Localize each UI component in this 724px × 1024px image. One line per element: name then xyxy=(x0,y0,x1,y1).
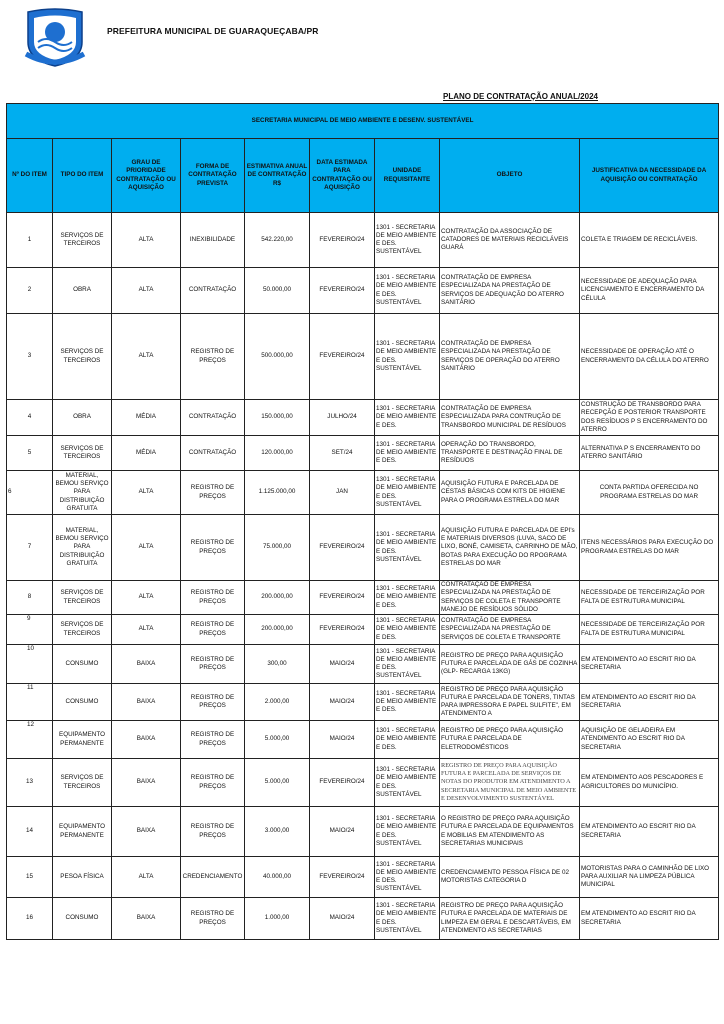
item-date: MAIO/24 xyxy=(310,645,375,684)
item-requesting-unit: 1301 - SECRETARIA DE MEIO AMBIENTE E DES. SUSTENTÁVEL xyxy=(375,471,440,515)
item-priority: ALTA xyxy=(112,314,181,400)
item-justification: NECESSIDADE DE OPERAÇÃO ATÉ O ENCERRAMENTO DA CÉLULA DO ATERRO xyxy=(580,314,719,400)
item-number: 8 xyxy=(7,581,53,615)
item-justification: ITENS NECESSÁRIOS PARA EXECUÇÃO DO PROGRAMA ESTRELAS DO MAR xyxy=(580,515,719,581)
item-date: MAIO/24 xyxy=(310,721,375,759)
item-justification: EM ATENDIMENTO AO ESCRIT RIO DA SECRETARIA xyxy=(580,684,719,721)
plan-title: PLANO DE CONTRATAÇÃO ANUAL/2024 xyxy=(443,92,598,101)
table-row xyxy=(7,268,719,314)
item-type: SERVIÇOS DE TERCEIROS xyxy=(53,581,112,615)
item-procurement-form: CREDENCIAMENTO xyxy=(181,857,245,898)
item-requesting-unit: 1301 - SECRETARIA DE MEIO AMBIENTE E DES. xyxy=(375,721,440,759)
item-estimate: 2.000,00 xyxy=(245,684,310,721)
item-type: SERVIÇOS DE TERCEIROS xyxy=(53,314,112,400)
item-number: 2 xyxy=(7,268,53,314)
item-object: CONTRATAÇÃO DE EMPRESA ESPECIALIZADA NA PRESTAÇÃO DE SERVIÇOS DE OPERAÇÃO DO ATERRO SANITÁRIO xyxy=(440,314,580,400)
item-requesting-unit: 1301 - SECRETARIA DE MEIO AMBIENTE E DES. SUSTENTÁVEL xyxy=(375,213,440,268)
item-requesting-unit: 1301 - SECRETARIA DE MEIO AMBIENTE E DES. SUSTENTÁVEL xyxy=(375,898,440,940)
table-row xyxy=(7,645,719,684)
item-object: REGISTRO DE PREÇO PARA AQUISIÇÃO FUTURA E PARCELADA DE SERVIÇOS DE NOTAS DO PRODUTOR EM ATENDIMENTO A SECRETARIA MUNICIPAL DE MEIO AMBIENTE E DESENVOLVIMENTO SUSTENTÁVEL xyxy=(440,759,580,807)
item-type: OBRA xyxy=(53,400,112,436)
table-row xyxy=(7,436,719,471)
item-number: 15 xyxy=(7,857,53,898)
municipal-crest-logo xyxy=(20,8,90,68)
item-type: EQUIPAMENTO PERMANENTE xyxy=(53,721,112,759)
item-object: REGISTRO DE PREÇO PARA AQUISIÇÃO FUTURA E PARCELADA DE TONERS, TINTAS PARA IMPRESSORA E PAPEL SULFITE", EM ATENDIMENTO A xyxy=(440,684,580,721)
item-number: 1 xyxy=(7,213,53,268)
item-number: 11 xyxy=(7,684,53,721)
item-priority: MÉDIA xyxy=(112,400,181,436)
item-object: OPERAÇÃO DO TRANSBORDO, TRANSPORTE E DESTINAÇÃO FINAL DE RESÍDUOS xyxy=(440,436,580,471)
item-procurement-form: REGISTRO DE PREÇOS xyxy=(181,645,245,684)
item-type: MATERIAL, BEMOU SERVIÇO PARA DISTRIBUIÇÃO GRATUITA xyxy=(53,515,112,581)
column-header: TIPO DO ITEM xyxy=(53,139,112,213)
table-row xyxy=(7,898,719,940)
item-requesting-unit: 1301 - SECRETARIA DE MEIO AMBIENTE E DES. xyxy=(375,615,440,645)
item-priority: ALTA xyxy=(112,268,181,314)
item-justification: EM ATENDIMENTO AO ESCRIT RIO DA SECRETARIA xyxy=(580,807,719,857)
item-estimate: 1.000,00 xyxy=(245,898,310,940)
column-header-row xyxy=(7,139,719,213)
item-date: FEVEREIRO/24 xyxy=(310,213,375,268)
item-date: JULHO/24 xyxy=(310,400,375,436)
item-type: EQUIPAMENTO PERMANENTE xyxy=(53,807,112,857)
item-estimate: 200.000,00 xyxy=(245,581,310,615)
item-number: 3 xyxy=(7,314,53,400)
item-object: AQUISIÇÃO FUTURA E PARCELADA DE CESTAS BÁSICAS COM KITS DE HIGIENE PARA O PROGRAMA ESTRELA DO MAR xyxy=(440,471,580,515)
item-type: SERVIÇOS DE TERCEIROS xyxy=(53,615,112,645)
item-requesting-unit: 1301 - SECRETARIA DE MEIO AMBIENTE E DES. xyxy=(375,436,440,471)
table-row xyxy=(7,471,719,515)
item-estimate: 5.000,00 xyxy=(245,721,310,759)
item-date: MAIO/24 xyxy=(310,898,375,940)
item-type: OBRA xyxy=(53,268,112,314)
item-requesting-unit: 1301 - SECRETARIA DE MEIO AMBIENTE E DES. xyxy=(375,581,440,615)
procurement-plan-table xyxy=(6,103,719,940)
item-number: 14 xyxy=(7,807,53,857)
item-object: CREDENCIAMENTO PESSOA FÍSICA DE 02 MOTORISTAS CATEGORIA D xyxy=(440,857,580,898)
item-estimate: 200.000,00 xyxy=(245,615,310,645)
table-row xyxy=(7,807,719,857)
item-requesting-unit: 1301 - SECRETARIA DE MEIO AMBIENTE E DES. xyxy=(375,400,440,436)
item-object: CONTRATAÇÃO DA ASSOCIAÇÃO DE CATADORES DE MATERIAIS RECICLÁVEIS GUARÁ xyxy=(440,213,580,268)
item-procurement-form: REGISTRO DE PREÇOS xyxy=(181,581,245,615)
item-requesting-unit: 1301 - SECRETARIA DE MEIO AMBIENTE E DES. SUSTENTÁVEL xyxy=(375,807,440,857)
item-number: 7 xyxy=(7,515,53,581)
item-date: JAN xyxy=(310,471,375,515)
item-estimate: 150.000,00 xyxy=(245,400,310,436)
item-object: CONTRATAÇÃO DE EMPRESA ESPECIALIZADA NA PRESTAÇÃO DE SERVIÇOS DE ADEQUAÇÃO DO ATERRO SANITÁRIO xyxy=(440,268,580,314)
column-header: UNIDADE REQUISITANTE xyxy=(375,139,440,213)
item-priority: ALTA xyxy=(112,213,181,268)
column-header: DATA ESTIMADA PARA CONTRATAÇÃO OU AQUISIÇÃO xyxy=(310,139,375,213)
item-priority: ALTA xyxy=(112,615,181,645)
item-number: 12 xyxy=(7,721,53,759)
item-procurement-form: CONTRATAÇÃO xyxy=(181,436,245,471)
table-row xyxy=(7,314,719,400)
item-estimate: 120.000,00 xyxy=(245,436,310,471)
item-type: CONSUMO xyxy=(53,645,112,684)
item-date: FEVEREIRO/24 xyxy=(310,515,375,581)
item-estimate: 40.000,00 xyxy=(245,857,310,898)
column-header: OBJETO xyxy=(440,139,580,213)
item-estimate: 542.220,00 xyxy=(245,213,310,268)
item-number: 6 xyxy=(7,471,53,515)
item-date: MAIO/24 xyxy=(310,684,375,721)
item-number: 16 xyxy=(7,898,53,940)
item-priority: BAIXA xyxy=(112,721,181,759)
item-justification: CONSTRUÇÃO DE TRANSBORDO PARA RECEPÇÃO E POSTERIOR TRANSPORTE DOS RESÍDUOS P S ENCERRAMENTO DO ATERRO xyxy=(580,400,719,436)
item-object: O REGISTRO DE PREÇO PARA AQUISIÇÃO FUTURA E PARCELADA DE EQUIPAMENTOS E MOBILIAS EM ATENDIMENTO AS SECRETARIAS MUNICIPAIS xyxy=(440,807,580,857)
item-type: SERVIÇOS DE TERCEIROS xyxy=(53,436,112,471)
item-priority: BAIXA xyxy=(112,807,181,857)
item-number: 5 xyxy=(7,436,53,471)
item-type: SERVIÇOS DE TERCEIROS xyxy=(53,759,112,807)
item-justification: AQUISIÇÃO DE GELADEIRA EM ATENDIMENTO AO ESCRIT RIO DA SECRETARIA xyxy=(580,721,719,759)
table-row xyxy=(7,759,719,807)
item-estimate: 500.000,00 xyxy=(245,314,310,400)
item-justification: COLETA E TRIAGEM DE RECICLÁVEIS. xyxy=(580,213,719,268)
item-procurement-form: REGISTRO DE PREÇOS xyxy=(181,898,245,940)
item-date: SET/24 xyxy=(310,436,375,471)
item-date: FEVEREIRO/24 xyxy=(310,615,375,645)
item-estimate: 3.000,00 xyxy=(245,807,310,857)
item-object: CONTRATAÇÃO DE EMPRESA ESPECIALIZADA PARA CONTRUÇÃO DE TRANSBORDO MUNICIPAL DE RESÍDUOS xyxy=(440,400,580,436)
item-requesting-unit: 1301 - SECRETARIA DE MEIO AMBIENTE E DES. SUSTENTÁVEL xyxy=(375,314,440,400)
item-procurement-form: INEXIBILIDADE xyxy=(181,213,245,268)
crest-icon xyxy=(20,8,90,68)
item-priority: ALTA xyxy=(112,857,181,898)
item-type: CONSUMO xyxy=(53,898,112,940)
table-row xyxy=(7,515,719,581)
item-type: CONSUMO xyxy=(53,684,112,721)
item-estimate: 75.000,00 xyxy=(245,515,310,581)
item-priority: ALTA xyxy=(112,581,181,615)
item-number: 13 xyxy=(7,759,53,807)
table-row xyxy=(7,615,719,645)
table-row xyxy=(7,581,719,615)
item-justification: ALTERNATIVA P S ENCERRAMENTO DO ATERRO SANITÁRIO xyxy=(580,436,719,471)
item-date: MAIO/24 xyxy=(310,807,375,857)
item-object: AQUISIÇÃO FUTURA E PARCELADA DE EPI's E MATERIAIS DIVERSOS (LUVA, SACO DE LIXO, BONÉ, CAMISETA, CARRINHO DE MÃO, BOTAS PARA EXECUÇÃO DO RPOGRAMA ESTRELAS DO MAR xyxy=(440,515,580,581)
item-procurement-form: CONTRATAÇÃO xyxy=(181,268,245,314)
item-procurement-form: REGISTRO DE PREÇOS xyxy=(181,721,245,759)
item-object: CONTRATAÇÃO DE EMPRESA ESPECIALIZADA NA PRESTAÇÃO DE SERVIÇOS DE COLETA E TRANSPORTE xyxy=(440,615,580,645)
table-row xyxy=(7,684,719,721)
column-header: ESTIMATIVA ANUAL DE CONTRATAÇÃO R$ xyxy=(245,139,310,213)
item-justification: NECESSIDADE DE ADEQUAÇÃO PARA LICENCIAMENTO E ENCERRAMENTO DA CÉLULA xyxy=(580,268,719,314)
item-justification: EM ATENDIMENTO AO ESCRIT RIO DA SECRETARIA xyxy=(580,898,719,940)
item-type: MATERIAL, BEMOU SERVIÇO PARA DISTRIBUIÇÃO GRATUITA xyxy=(53,471,112,515)
item-type: PESOA FÍSICA xyxy=(53,857,112,898)
item-procurement-form: REGISTRO DE PREÇOS xyxy=(181,471,245,515)
table-row xyxy=(7,213,719,268)
item-priority: ALTA xyxy=(112,515,181,581)
item-date: FEVEREIRO/24 xyxy=(310,314,375,400)
item-estimate: 50.000,00 xyxy=(245,268,310,314)
organization-name: PREFEITURA MUNICIPAL DE GUARAQUEÇABA/PR xyxy=(107,26,319,36)
item-priority: MÉDIA xyxy=(112,436,181,471)
item-procurement-form: REGISTRO DE PREÇOS xyxy=(181,314,245,400)
section-title: SECRETARIA MUNICIPAL DE MEIO AMBIENTE E DESENV. SUSTENTÁVEL xyxy=(7,104,719,139)
item-date: FEVEREIRO/24 xyxy=(310,581,375,615)
item-requesting-unit: 1301 - SECRETARIA DE MEIO AMBIENTE E DES. SUSTENTÁVEL xyxy=(375,759,440,807)
item-object: REGISTRO DE PREÇO PARA AQUISIÇÃO FUTURA E PARCELADA DE ELETRODOMÉSTICOS xyxy=(440,721,580,759)
item-requesting-unit: 1301 - SECRETARIA DE MEIO AMBIENTE E DES. SUSTENTÁVEL xyxy=(375,645,440,684)
column-header: FORMA DE CONTRATAÇÃO PREVISTA xyxy=(181,139,245,213)
item-estimate: 1.125.000,00 xyxy=(245,471,310,515)
item-object: REGISTRO DE PREÇO PARA AQUISIÇÃO FUTURA E PARCELADA DE MATERIAIS DE LIMPEZA EM GERAL E DESCARTÁVEIS, EM ATENDIMENTO AS SECRETARIAS xyxy=(440,898,580,940)
item-justification: NECESSIDADE DE TERCEIRIZAÇÃO POR FALTA DE ESTRUTURA MUNICIPAL xyxy=(580,615,719,645)
item-requesting-unit: 1301 - SECRETARIA DE MEIO AMBIENTE E DES. SUSTENTÁVEL xyxy=(375,268,440,314)
item-estimate: 5.000,00 xyxy=(245,759,310,807)
item-justification: NECESSIDADE DE TERCEIRIZAÇÃO POR FALTA DE ESTRUTURA MUNICIPAL xyxy=(580,581,719,615)
item-number: 9 xyxy=(7,615,53,645)
item-procurement-form: REGISTRO DE PREÇOS xyxy=(181,759,245,807)
item-justification: EM ATENDIMENTO AO ESCRIT RIO DA SECRETARIA xyxy=(580,645,719,684)
table-row xyxy=(7,400,719,436)
item-procurement-form: REGISTRO DE PREÇOS xyxy=(181,515,245,581)
column-header: GRAU DE PRIORIDADE CONTRATAÇÃO OU AQUISIÇÃO xyxy=(112,139,181,213)
item-estimate: 300,00 xyxy=(245,645,310,684)
item-object: CONTRATAÇÃO DE EMPRESA ESPECIALIZADA NA PRESTAÇÃO DE SERVIÇOS DE COLETA E TRANSPORTE MANEJO DE RESÍDUOS SÓLIDO xyxy=(440,581,580,615)
item-procurement-form: CONTRATAÇÃO xyxy=(181,400,245,436)
item-justification: MOTORISTAS PARA O CAMINHÃO DE LIXO PARA AUXILIAR NA LIMPEZA PÚBLICA MUNICIPAL xyxy=(580,857,719,898)
item-date: FEVEREIRO/24 xyxy=(310,759,375,807)
item-type: SERVIÇOS DE TERCEIROS xyxy=(53,213,112,268)
item-justification: CONTA PARTIDA OFERECIDA NO PROGRAMA ESTRELAS DO MAR xyxy=(580,471,719,515)
column-header: Nº DO ITEM xyxy=(7,139,53,213)
item-requesting-unit: 1301 - SECRETARIA DE MEIO AMBIENTE E DES. SUSTENTÁVEL xyxy=(375,515,440,581)
item-priority: BAIXA xyxy=(112,898,181,940)
column-header: JUSTIFICATIVA DA NECESSIDADE DA AQUISIÇÃO OU CONTRATAÇÃO xyxy=(580,139,719,213)
table-row xyxy=(7,721,719,759)
item-priority: BAIXA xyxy=(112,684,181,721)
item-procurement-form: REGISTRO DE PREÇOS xyxy=(181,615,245,645)
item-date: FEVEREIRO/24 xyxy=(310,268,375,314)
item-priority: BAIXA xyxy=(112,759,181,807)
item-object: REGISTRO DE PREÇO PARA AQUISIÇÃO FUTURA E PARCELADA DE GÁS DE COZINHA (GLP- RECARGA 13KG) xyxy=(440,645,580,684)
table-row xyxy=(7,857,719,898)
item-procurement-form: REGISTRO DE PREÇOS xyxy=(181,684,245,721)
item-number: 10 xyxy=(7,645,53,684)
item-justification: EM ATENDIMENTO AOS PESCADORES E AGRICULTORES DO MUNICÍPIO. xyxy=(580,759,719,807)
item-number: 4 xyxy=(7,400,53,436)
item-requesting-unit: 1301 - SECRETARIA DE MEIO AMBIENTE E DES. xyxy=(375,684,440,721)
item-procurement-form: REGISTRO DE PREÇOS xyxy=(181,807,245,857)
item-priority: ALTA xyxy=(112,471,181,515)
item-requesting-unit: 1301 - SECRETARIA DE MEIO AMBIENTE E DES. SUSTENTÁVEL xyxy=(375,857,440,898)
item-date: FEVEREIRO/24 xyxy=(310,857,375,898)
item-priority: BAIXA xyxy=(112,645,181,684)
